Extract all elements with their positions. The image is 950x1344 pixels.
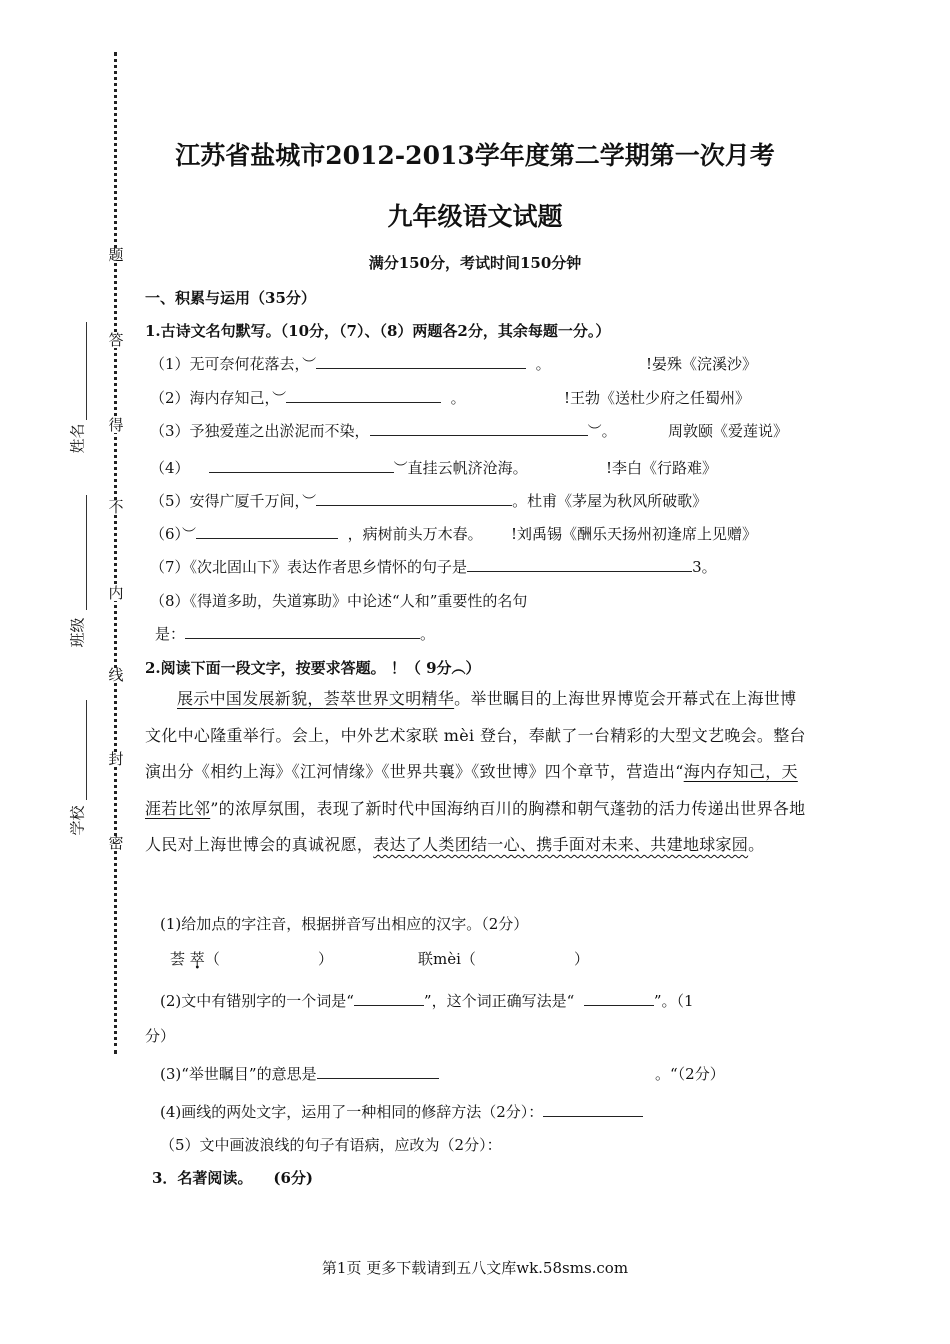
school-field-line[interactable] xyxy=(86,700,87,800)
list-item: （5）安得广厦千万间，︶ 。杜甫《茅屋为秋风所破歌》 xyxy=(150,492,708,510)
source-citation: !李白《行路难》 xyxy=(606,459,718,477)
source-citation: !王勃《送杜少府之任蜀州》 xyxy=(564,389,751,407)
binding-char: 内 xyxy=(108,584,124,602)
list-item: （6）︶ ，病树前头万木春。 xyxy=(150,525,483,543)
binding-char: 密 xyxy=(108,834,124,852)
sub-question: (3)“举世瞩目”的意思是 xyxy=(160,1063,439,1084)
list-item: （3）予独爱莲之出淤泥而不染， ︶。 xyxy=(150,422,617,440)
binding-char: 得 xyxy=(108,416,124,434)
list-item: （7）《次北固山下》表达作者思乡情怀的句子是 3。 xyxy=(150,558,717,576)
binding-char: 线 xyxy=(108,666,124,684)
source-citation: 周敦颐《爱莲说》 xyxy=(668,422,789,440)
list-item: （8）《得道多助，失道寡助》中论述“人和”重要性的名句 xyxy=(150,592,528,610)
exam-subtitle: 九年级语文试题 xyxy=(387,202,563,231)
answer-blank[interactable] xyxy=(354,991,424,1006)
question-heading: 1.古诗文名句默写。（10分，（7）、（8）两题各2分，其余每题一分。） xyxy=(145,322,611,340)
sub-question-cont: 分） xyxy=(145,1027,176,1045)
reading-passage: 展示中国发展新貌，荟萃世界文明精华。举世瞩目的上海世界博览会开幕式在上海世博文化中心隆重举行。会上，中外艺术家联 mèi 登台，奉献了一台精彩的大型文艺晚会。整台演出分《相约上海》《江河情缘》《世界共襄》《致世博》四个章节，营造出“海内存知己，天涯若比邻”的浓厚氛围，表现了新时代中国海纳百川的胸襟和朝气蓬勃的活力传递出世界各地人民对上海世博会的真诚祝愿，表达了人类团结一心、携手面对未来、共建地球家园。 xyxy=(145,689,806,854)
answer-blank[interactable] xyxy=(316,491,512,506)
page-footer: 第1页 更多下载请到五八文库wk.58sms.com xyxy=(321,1259,629,1277)
class-field-line[interactable] xyxy=(86,495,87,610)
answer-blank[interactable] xyxy=(584,991,654,1006)
exam-title: 江苏省盐城市2012-2013学年度第二学期第一次月考 xyxy=(175,141,775,170)
answer-blank[interactable] xyxy=(370,421,588,436)
list-item: （2）海内存知己，︶ 。 xyxy=(150,389,466,407)
binding-char: 不 xyxy=(108,498,124,516)
binding-char: 答 xyxy=(108,331,124,349)
paren: ） xyxy=(318,950,334,968)
class-label: 班级 xyxy=(68,617,87,648)
name-field-line[interactable] xyxy=(86,322,87,420)
section-heading: 一、积累与运用（35分） xyxy=(145,289,316,307)
sub-question-end: 。“（2分） xyxy=(655,1065,725,1083)
sub-question: (1)给加点的字注音，根据拼音写出相应的汉字。（2分） xyxy=(160,915,529,933)
list-item: （4） ︶直挂云帆济沧海。 xyxy=(150,459,528,477)
answer-blank[interactable] xyxy=(317,1064,439,1079)
paren: ） xyxy=(574,950,590,968)
binding-char: 题 xyxy=(108,246,124,264)
answer-blank[interactable] xyxy=(196,524,338,539)
sub-question: （5）文中画波浪线的句子有语病，应改为（2分）： xyxy=(160,1136,502,1154)
question-heading: 3．名著阅读。 (6分) xyxy=(152,1169,313,1187)
answer-blank[interactable] xyxy=(209,458,394,473)
score-info: 满分150分，考试时间150分钟 xyxy=(368,254,582,272)
school-label: 学校 xyxy=(68,805,87,836)
answer-blank[interactable] xyxy=(543,1102,643,1117)
answer-blank[interactable] xyxy=(286,388,441,403)
name-label: 姓名 xyxy=(68,423,87,454)
source-citation: !晏殊《浣溪沙》 xyxy=(646,355,758,373)
sub-question: (4)画线的两处文字，运用了一种相同的修辞方法（2分）： xyxy=(160,1101,643,1122)
answer-blank[interactable] xyxy=(316,354,526,369)
list-item: （1）无可奈何花落去，︶ 。 xyxy=(150,355,551,373)
sub-question-answer: 联mèi（ xyxy=(418,950,476,968)
sub-question-answer: 荟 萃（ xyxy=(170,950,220,968)
sub-question: (2)文中有错别字的一个词是“ ”，这个词正确写法是“ ”。（1 xyxy=(160,992,694,1010)
answer-blank[interactable] xyxy=(185,624,420,639)
source-citation: !刘禹锡《酬乐天扬州初逢席上见赠》 xyxy=(511,525,758,543)
question-heading: 2.阅读下面一段文字，按要求答题。 ！（ 9分︵） xyxy=(145,659,481,677)
list-item-continuation: 是： 。 xyxy=(155,625,436,643)
answer-blank[interactable] xyxy=(467,557,692,572)
binding-char: 封 xyxy=(108,750,124,768)
